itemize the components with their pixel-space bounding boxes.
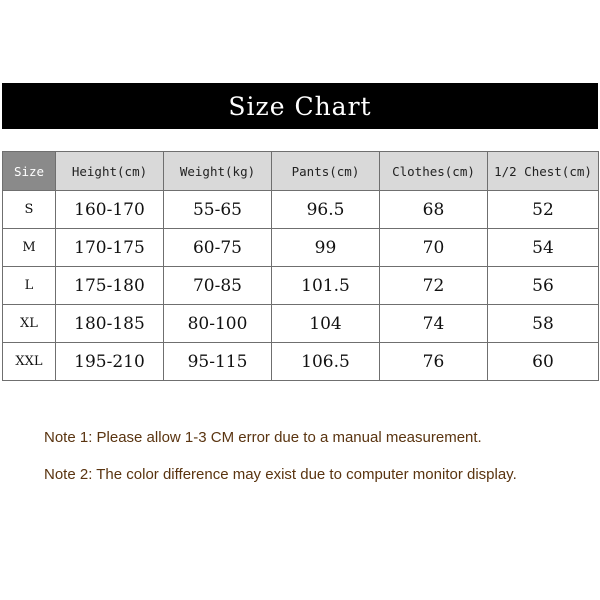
table-row [3, 191, 599, 229]
clothes-cell: 70 [380, 229, 488, 267]
size-cell: XL [3, 305, 56, 343]
pants-cell: 101.5 [272, 267, 380, 305]
pants-cell: 106.5 [272, 343, 380, 381]
half-chest-cell: 56 [488, 267, 599, 305]
size-cell: S [3, 191, 56, 229]
weight-cell: 95-115 [164, 343, 272, 381]
page-title: Size Chart [228, 91, 372, 121]
size-cell: L [3, 267, 56, 305]
table-row [3, 229, 599, 267]
size-table [2, 151, 599, 381]
pants-cell: 99 [272, 229, 380, 267]
clothes-cell: 74 [380, 305, 488, 343]
column-header-pants: Pants(cm) [272, 152, 380, 191]
clothes-cell: 72 [380, 267, 488, 305]
column-header-clothes: Clothes(cm) [380, 152, 488, 191]
column-header-size: Size [3, 152, 56, 191]
weight-cell: 70-85 [164, 267, 272, 305]
table-row [3, 305, 599, 343]
height-cell: 180-185 [56, 305, 164, 343]
table-row [3, 267, 599, 305]
pants-cell: 104 [272, 305, 380, 343]
height-cell: 175-180 [56, 267, 164, 305]
half-chest-cell: 54 [488, 229, 599, 267]
weight-cell: 60-75 [164, 229, 272, 267]
height-cell: 195-210 [56, 343, 164, 381]
height-cell: 160-170 [56, 191, 164, 229]
column-header-half-chest: 1/2 Chest(cm) [488, 152, 599, 191]
half-chest-cell: 52 [488, 191, 599, 229]
note-color-difference: Note 2: The color difference may exist due to computer monitor display. [44, 466, 517, 483]
table-header-row [3, 152, 599, 191]
clothes-cell: 68 [380, 191, 488, 229]
weight-cell: 80-100 [164, 305, 272, 343]
size-chart-title-banner [2, 83, 598, 129]
size-cell: M [3, 229, 56, 267]
note-measurement-error: Note 1: Please allow 1-3 CM error due to a manual measurement. [44, 429, 482, 446]
column-header-height: Height(cm) [56, 152, 164, 191]
pants-cell: 96.5 [272, 191, 380, 229]
table-row [3, 343, 599, 381]
column-header-weight: Weight(kg) [164, 152, 272, 191]
size-cell: XXL [3, 343, 56, 381]
clothes-cell: 76 [380, 343, 488, 381]
height-cell: 170-175 [56, 229, 164, 267]
half-chest-cell: 58 [488, 305, 599, 343]
half-chest-cell: 60 [488, 343, 599, 381]
weight-cell: 55-65 [164, 191, 272, 229]
